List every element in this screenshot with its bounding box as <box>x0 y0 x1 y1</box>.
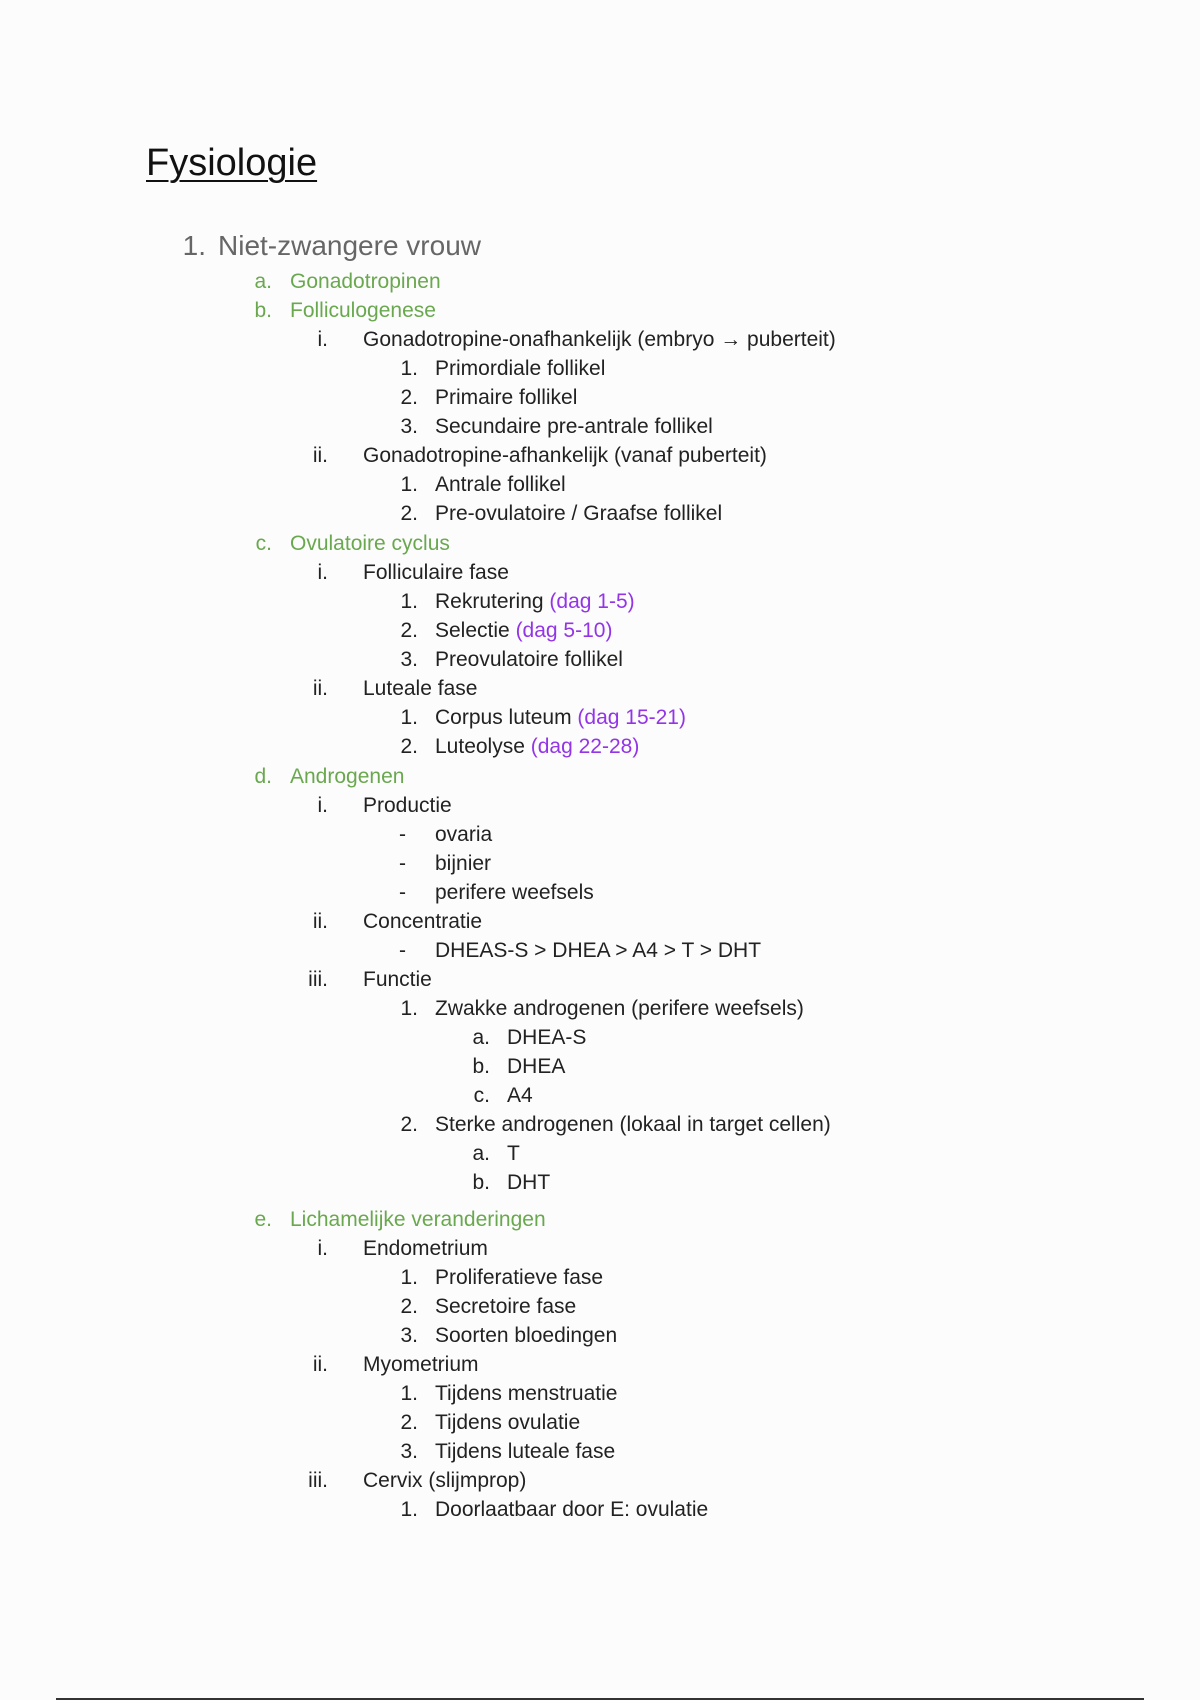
list-item-label: Gonadotropine-afhankelijk (vanaf puberteit) <box>363 444 767 467</box>
list-marker: d. <box>254 765 272 788</box>
day-range-note: (dag 1-5) <box>549 590 635 613</box>
list-marker: ii. <box>312 677 328 700</box>
list-item-label: ovaria <box>435 823 493 846</box>
list-item <box>0 675 1200 703</box>
list-item-label: Primordiale follikel <box>435 357 606 380</box>
list-item-label: Doorlaatbaar door E: ovulatie <box>435 1498 709 1521</box>
list-item-label: Endometrium <box>363 1237 488 1260</box>
list-item <box>0 1351 1200 1379</box>
list-item-label: Soorten bloedingen <box>435 1324 618 1347</box>
list-item-label: Secretoire fase <box>435 1295 577 1318</box>
list-marker: 1. <box>400 473 418 496</box>
list-item-label: DHT <box>507 1171 551 1194</box>
list-item <box>0 1293 1200 1321</box>
list-item-label: Rekrutering <box>435 590 544 613</box>
list-marker: 2. <box>400 1295 418 1318</box>
day-range-note: (dag 5-10) <box>515 619 613 642</box>
list-item-text <box>435 617 612 645</box>
list-marker: 2. <box>400 502 418 525</box>
day-range-note: (dag 22-28) <box>530 735 640 758</box>
list-item <box>0 1111 1200 1139</box>
list-item <box>0 384 1200 412</box>
list-item-label: Selectie <box>435 619 510 642</box>
list-marker: 3. <box>400 1324 418 1347</box>
list-item-label: DHEAS-S > DHEA > A4 > T > DHT <box>435 939 762 962</box>
section-heading-label: Niet-zwangere vrouw <box>218 230 481 261</box>
list-marker: ii. <box>312 444 328 467</box>
list-item-label: Proliferatieve fase <box>435 1266 604 1289</box>
list-marker: i. <box>317 1237 328 1260</box>
list-marker: 2. <box>400 619 418 642</box>
subsection-heading <box>0 763 1200 791</box>
list-item <box>0 1024 1200 1052</box>
list-item <box>0 1322 1200 1350</box>
list-item <box>0 1169 1200 1197</box>
day-range-note: (dag 15-21) <box>577 706 686 729</box>
list-marker: a. <box>472 1142 490 1165</box>
list-item-label: Antrale follikel <box>435 473 566 496</box>
list-marker: c. <box>255 532 272 555</box>
subsection-heading <box>0 530 1200 558</box>
list-marker: 2. <box>400 1113 418 1136</box>
list-item-label: A4 <box>507 1084 533 1107</box>
list-marker: b. <box>472 1171 490 1194</box>
list-item <box>0 1496 1200 1524</box>
list-item-label: Primaire follikel <box>435 386 578 409</box>
list-item-label: Tijdens menstruatie <box>435 1382 618 1405</box>
subsection-heading-label: Folliculogenese <box>290 299 436 322</box>
list-marker: i. <box>317 561 328 584</box>
list-marker: 1. <box>400 590 418 613</box>
list-item-label: Tijdens ovulatie <box>435 1411 581 1434</box>
list-marker: ii. <box>312 910 328 933</box>
list-item <box>0 937 1200 965</box>
list-item <box>0 821 1200 849</box>
list-item <box>0 500 1200 528</box>
list-marker: b. <box>254 299 272 322</box>
list-marker: c. <box>473 1084 490 1107</box>
list-item-label: Concentratie <box>363 910 483 933</box>
list-item <box>0 1467 1200 1495</box>
list-marker: 1. <box>400 997 418 1020</box>
page-title: Fysiologie <box>146 142 318 184</box>
list-marker: a. <box>254 270 272 293</box>
list-item <box>0 1140 1200 1168</box>
list-item <box>0 646 1200 674</box>
list-item-label: DHEA-S <box>507 1026 587 1049</box>
list-marker: iii. <box>308 968 328 991</box>
list-item <box>0 355 1200 383</box>
list-marker: i. <box>317 794 328 817</box>
list-marker: 1. <box>400 1266 418 1289</box>
list-item-label: Secundaire pre-antrale follikel <box>435 415 713 438</box>
list-item-label: Zwakke androgenen (perifere weefsels) <box>435 997 804 1020</box>
list-item-text <box>435 733 639 761</box>
list-item-label: Luteolyse <box>435 735 525 758</box>
list-marker: 3. <box>400 1440 418 1463</box>
subsection-heading-label: Ovulatoire cyclus <box>290 532 450 555</box>
subsection-heading <box>0 297 1200 325</box>
list-item-label: Cervix (slijmprop) <box>363 1469 527 1492</box>
list-item <box>0 471 1200 499</box>
list-marker: - <box>399 823 406 846</box>
list-item <box>0 879 1200 907</box>
list-marker: 3. <box>400 648 418 671</box>
list-item <box>0 617 1200 645</box>
list-marker: 1. <box>400 1382 418 1405</box>
list-item-label: Folliculaire fase <box>363 561 509 584</box>
list-marker: i. <box>317 328 328 351</box>
list-item <box>0 908 1200 936</box>
list-item <box>0 1409 1200 1437</box>
subsection-heading-label: Androgenen <box>290 765 405 788</box>
list-item <box>0 1053 1200 1081</box>
list-item <box>0 442 1200 470</box>
list-marker: 1. <box>400 1498 418 1521</box>
list-marker: 2. <box>400 1411 418 1434</box>
list-item <box>0 1235 1200 1263</box>
list-marker: e. <box>254 1208 272 1231</box>
list-item-label: Pre-ovulatoire / Graafse follikel <box>435 502 723 525</box>
subsection-heading-label: Gonadotropinen <box>290 270 441 293</box>
list-item-label: bijnier <box>435 852 492 875</box>
list-item-text <box>435 588 635 616</box>
list-item-label: Preovulatoire follikel <box>435 648 623 671</box>
list-item <box>0 966 1200 994</box>
section-heading <box>0 228 1200 264</box>
list-item-label: perifere weefsels <box>435 881 594 904</box>
list-marker: ii. <box>312 1353 328 1376</box>
list-item <box>0 733 1200 761</box>
list-marker: 1. <box>400 706 418 729</box>
list-item-text <box>435 704 686 732</box>
subsection-heading-label: Lichamelijke veranderingen <box>290 1208 546 1231</box>
list-item-label: Sterke androgenen (lokaal in target cellen) <box>435 1113 831 1136</box>
list-marker: iii. <box>308 1469 328 1492</box>
subsection-heading <box>0 1206 1200 1234</box>
list-item <box>0 1082 1200 1110</box>
list-marker: 1. <box>182 230 206 261</box>
list-item <box>0 792 1200 820</box>
list-item <box>0 1380 1200 1408</box>
list-item <box>0 326 1200 354</box>
list-marker: - <box>399 852 406 875</box>
list-marker: - <box>399 881 406 904</box>
list-marker: 1. <box>400 357 418 380</box>
list-item <box>0 995 1200 1023</box>
list-item-label: T <box>507 1142 520 1165</box>
list-item <box>0 850 1200 878</box>
list-item <box>0 1438 1200 1466</box>
list-item <box>0 559 1200 587</box>
list-item-label: Tijdens luteale fase <box>435 1440 616 1463</box>
list-item-label: DHEA <box>507 1055 566 1078</box>
subsection-heading <box>0 268 1200 296</box>
list-item-label: Corpus luteum <box>435 706 572 729</box>
list-marker: b. <box>472 1055 490 1078</box>
list-marker: 2. <box>400 386 418 409</box>
list-item <box>0 413 1200 441</box>
list-item <box>0 588 1200 616</box>
list-marker: a. <box>472 1026 490 1049</box>
list-item <box>0 704 1200 732</box>
list-item-label: Productie <box>363 794 452 817</box>
list-item <box>0 1264 1200 1292</box>
list-item-label: Myometrium <box>363 1353 479 1376</box>
list-marker: 3. <box>400 415 418 438</box>
list-item-label: Luteale fase <box>363 677 478 700</box>
list-item-label: Gonadotropine-onafhankelijk (embryo → puberteit) <box>363 328 836 351</box>
list-marker: 2. <box>400 735 418 758</box>
list-item-label: Functie <box>363 968 432 991</box>
list-marker: - <box>399 939 406 962</box>
